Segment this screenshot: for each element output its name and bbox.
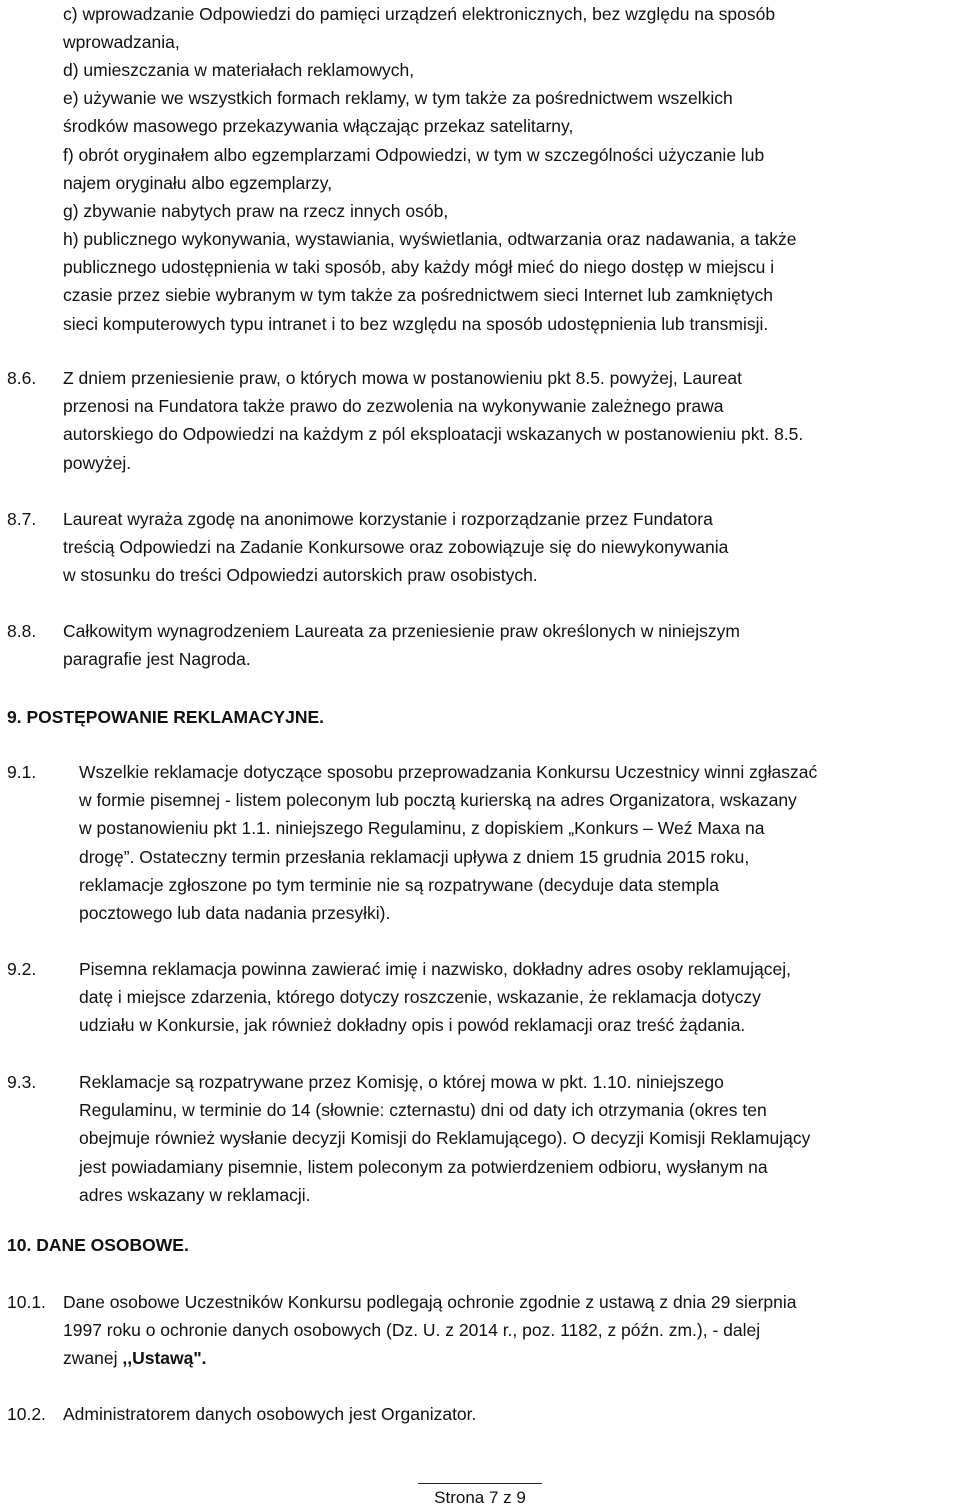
list-line: najem oryginału albo egzemplarzy, [63, 173, 333, 194]
section-number: 9.1. [7, 762, 37, 782]
section-line-last [63, 1344, 797, 1372]
section-line: Całkowitym wynagrodzeniem Laureata za przeniesienie praw określonych w niniejszym [63, 621, 740, 641]
section-line: powyżej. [63, 452, 132, 473]
section-9-1 [79, 758, 817, 927]
section-line: obejmuje również wysłanie decyzji Komisji do Reklamującego). O decyzji Komisji Reklamujący [79, 1128, 811, 1149]
section-line: przenosi na Fundatora także prawo do zezwolenia na wykonywanie zależnego prawa [63, 396, 724, 417]
section-line: drogę”. Ostateczny termin przesłania reklamacji upływa z dniem 15 grudnia 2015 roku, [79, 846, 750, 867]
list-item-c [63, 0, 956, 56]
section-number: 10.2. [7, 1404, 46, 1424]
list-line: sieci komputerowych typu intranet i to bez względu na sposób udostępnienia lub transmisji. [63, 313, 769, 334]
list-item-f [63, 141, 956, 197]
section-line: adres wskazany w reklamacji. [79, 1184, 311, 1205]
section-number: 9.2. [7, 959, 37, 979]
section-number: 8.7. [7, 509, 37, 529]
section-line: Dane osobowe Uczestników Konkursu podlegają ochronie zgodnie z ustawą z dnia 29 sierpnia [63, 1292, 797, 1312]
section-line: Regulaminu, w terminie do 14 (słownie: czternastu) dni od daty ich otrzymania (okres ten [79, 1100, 767, 1121]
section-line: Reklamacje są rozpatrywane przez Komisję, o której mowa w pkt. 1.10. niniejszego [79, 1072, 724, 1092]
text-prefix: zwanej [63, 1348, 123, 1369]
section-9-2 [79, 955, 791, 1040]
section-line: Z dniem przeniesienie praw, o których mowa w postanowieniu pkt 8.5. powyżej, Laureat [63, 368, 742, 388]
list-line: wprowadzania, [63, 32, 180, 53]
section-9-3 [79, 1068, 810, 1209]
list-line: g) zbywanie nabytych praw na rzecz innych osób, [63, 201, 449, 221]
section-line: pocztowego lub data nadania przesyłki). [79, 903, 391, 924]
list-line: f) obrót oryginałem albo egzemplarzami Odpowiedzi, w tym w szczególności użyczanie lub [63, 145, 765, 165]
section-line: w stosunku do treści Odpowiedzi autorskich praw osobistych. [63, 565, 538, 586]
list-item-e [63, 84, 956, 140]
list-line: d) umieszczania w materiałach reklamowych, [63, 60, 415, 80]
section-line: paragrafie jest Nagroda. [63, 649, 251, 670]
section-line: Administratorem danych osobowych jest Organizator. [63, 1404, 477, 1424]
section-10-2 [63, 1400, 476, 1428]
section-line: treścią Odpowiedzi na Zadanie Konkursowe oraz zobowiązuje się do niewykonywania [63, 537, 729, 558]
section-10-1 [63, 1288, 797, 1373]
section-line: udziału w Konkursie, jak również dokładny opis i powód reklamacji oraz treść żądania. [79, 1015, 746, 1036]
section-8-6 [63, 364, 803, 477]
list-line: h) publicznego wykonywania, wystawiania, wyświetlania, odtwarzania oraz nadawania, a także [63, 229, 797, 249]
section-8-7 [63, 505, 728, 590]
section-line: jest powiadamiany pisemnie, listem poleconym za potwierdzeniem odbioru, wysłanym na [79, 1156, 768, 1177]
section-line: Wszelkie reklamacje dotyczące sposobu przeprowadzania Konkursu Uczestnicy winni zgłaszać [79, 762, 818, 782]
list-line: c) wprowadzanie Odpowiedzi do pamięci urządzeń elektronicznych, bez względu na sposób [63, 4, 776, 24]
list-item-d [63, 56, 956, 84]
section-line: Laureat wyraża zgodę na anonimowe korzystanie i rozporządzanie przez Fundatora [63, 509, 713, 529]
list-line: publicznego udostępnienia w taki sposób, aby każdy mógł mieć do niego dostęp w miejscu i [63, 257, 775, 278]
section-line: w postanowieniu pkt 1.1. niniejszego Regulaminu, z dopiskiem „Konkurs – Weź Maxa na [79, 818, 765, 839]
section-line: autorskiego do Odpowiedzi na każdym z pól eksploatacji wskazanych w postanowieniu pkt. 8.5. [63, 424, 804, 445]
bold-term: ,,Ustawą". [122, 1348, 207, 1369]
section-line: reklamacje zgłoszone po tym terminie nie są rozpatrywane (decyduje data stempla [79, 874, 720, 895]
section-8-8 [63, 617, 740, 673]
section-line: datę i miejsce zdarzenia, którego dotyczy roszczenie, wskazanie, że reklamacja dotyczy [79, 987, 761, 1008]
list-item-h [63, 225, 956, 338]
list-line: czasie przez siebie wybranym w tym także za pośrednictwem sieci Internet lub zamkniętych [63, 285, 773, 306]
footer-divider [418, 1483, 542, 1484]
list-line: środków masowego przekazywania włączając przekaz satelitarny, [63, 116, 574, 137]
section-line: Pisemna reklamacja powinna zawierać imię i nazwisko, dokładny adres osoby reklamującej, [79, 959, 791, 979]
section-number: 9.3. [7, 1072, 37, 1092]
section-number: 8.6. [7, 368, 37, 388]
section-number: 8.8. [7, 621, 37, 641]
section-line: w formie pisemnej - listem poleconym lub pocztą kurierską na adres Organizatora, wskazany [79, 790, 797, 811]
heading-section-10: 10. DANE OSOBOWE. [7, 1235, 189, 1255]
list-item-g [63, 197, 956, 225]
page-footer: Strona 7 z 9 [434, 1488, 526, 1507]
section-number: 10.1. [7, 1292, 46, 1312]
heading-section-9: 9. POSTĘPOWANIE REKLAMACYJNE. [7, 707, 324, 727]
section-line: 1997 roku o ochronie danych osobowych (Dz. U. z 2014 r., poz. 1182, z późn. zm.), - dalej [63, 1320, 761, 1341]
list-line: e) używanie we wszystkich formach reklamy, w tym także za pośrednictwem wszelkich [63, 88, 733, 108]
